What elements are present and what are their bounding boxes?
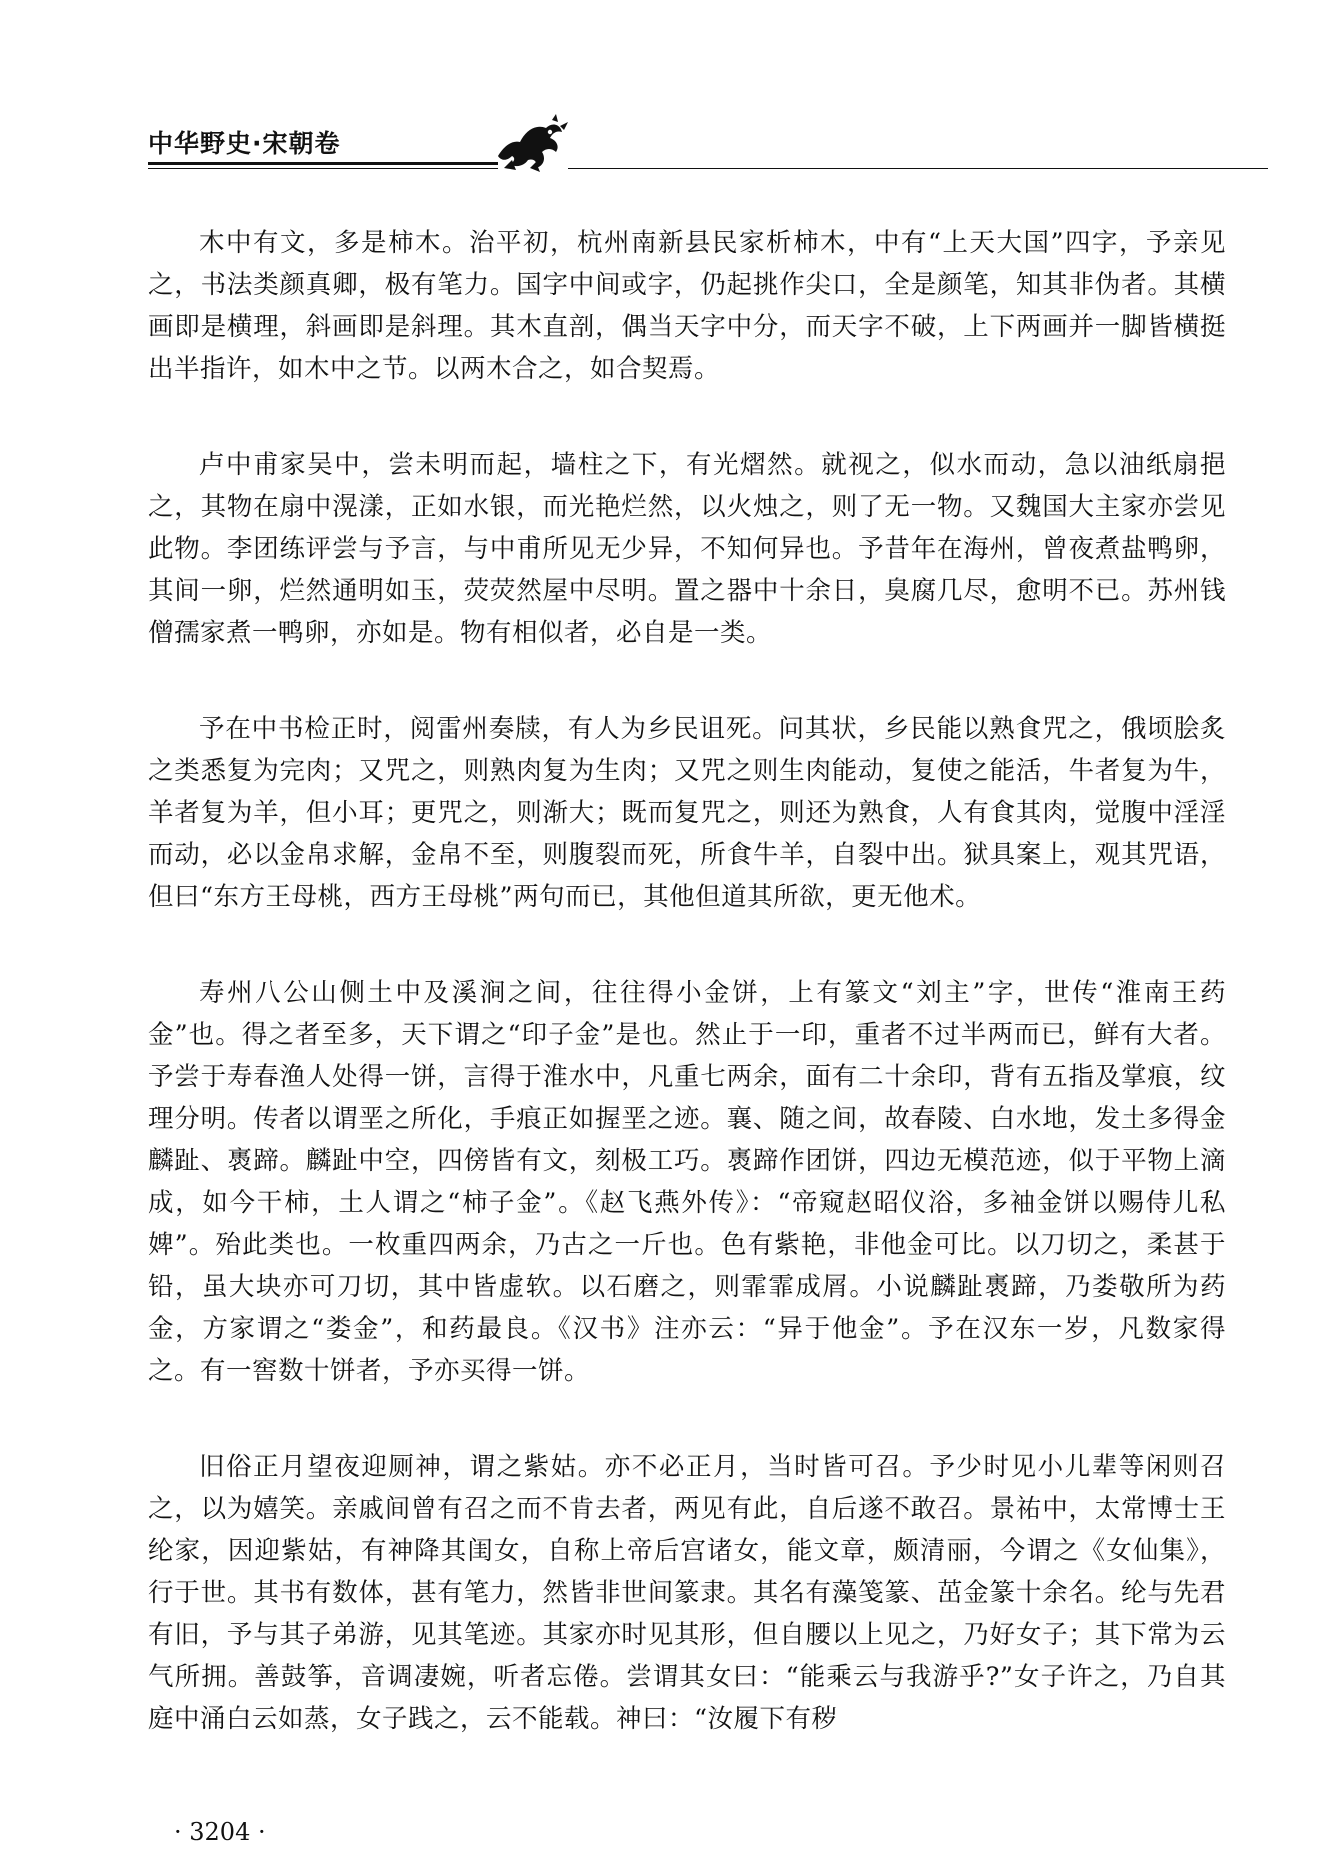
page-header <box>148 118 1238 178</box>
paragraph: 木中有文，多是柿木。治平初，杭州南新县民家析柿木，中有“上天大国”四字，予亲见之，书法类颜真卿，极有笔力。国字中间或字，仍起挑作尖口，全是颜笔，知其非伪者。其横画即是横理，斜画即是斜理。其木直剖，偶当天字中分，而天字不破，上下两画并一脚皆横挺出半指许，如木中之节。以两木合之，如合契焉。 <box>148 228 1226 384</box>
dragon-emblem-icon <box>490 110 570 176</box>
paragraph: 旧俗正月望夜迎厕神，谓之紫姑。亦不必正月，当时皆可召。予少时见小儿辈等闲则召之，以为嬉笑。亲戚间曾有召之而不肯去者，两见有此，自后遂不敢召。景祐中，太常博士王纶家，因迎紫姑，有神降其闺女，自称上帝后宫诸女，能文章，颇清丽，今谓之《女仙集》，行于世。其书有数体，甚有笔力，然皆非世间篆隶。其名有藻笺篆、茁金篆十余名。纶与先君有旧，予与其子弟游，见其笔迹。其家亦时见其形，但自腰以上见之，乃好女子；其下常为云气所拥。善鼓筝，音调凄婉，听者忘倦。尝谓其女曰：“能乘云与我游乎?”女子许之，乃自其庭中涌白云如蒸，女子践之，云不能载。神曰：“汝履下有秽 <box>148 1452 1226 1734</box>
book-title: 中华野史·宋朝卷 <box>148 129 341 158</box>
paragraph: 予在中书检正时，阅雷州奏牍，有人为乡民诅死。问其状，乡民能以熟食咒之，俄顷脍炙之类悉复为完肉；又咒之，则熟肉复为生肉；又咒之则生肉能动，复使之能活，牛者复为牛，羊者复为羊，但小耳；更咒之，则渐大；既而复咒之，则还为熟食，人有食其肉，觉腹中淫淫而动，必以金帛求解，金帛不至，则腹裂而死，所食牛羊，自裂中出。狱具案上，观其咒语，但曰“东方王母桃，西方王母桃”两句而已，其他但道其所欲，更无他术。 <box>148 714 1226 912</box>
paragraph: 寿州八公山侧土中及溪涧之间，往往得小金饼，上有篆文“刘主”字，世传“淮南王药金”也。得之者至多，天下谓之“印子金”是也。然止于一印，重者不过半两而已，鲜有大者。予尝于寿春渔人处得一饼，言得于淮水中，凡重七两余，面有二十余印，背有五指及掌痕，纹理分明。传者以谓垩之所化，手痕正如握垩之迹。襄、随之间，故春陵、白水地，发土多得金麟趾、褭蹄。麟趾中空，四傍皆有文，刻极工巧。褭蹄作团饼，四边无模范迹，似于平物上滴成，如今干柿，土人谓之“柿子金”。《赵飞燕外传》：“帝窥赵昭仪浴，多袖金饼以赐侍儿私婢”。殆此类也。一枚重四两余，乃古之一斤也。色有紫艳，非他金可比。以刀切之，柔甚于铅，虽大块亦可刀切，其中皆虚软。以石磨之，则霏霏成屑。小说麟趾褭蹄，乃娄敬所为药金，方家谓之“娄金”，和药最良。《汉书》注亦云：“异于他金”。予在汉东一岁，凡数家得之。有一窖数十饼者，予亦买得一饼。 <box>148 978 1226 1386</box>
paragraph: 卢中甫家吴中，尝未明而起，墙柱之下，有光熠然。就视之，似水而动，急以油纸扇挹之，其物在扇中滉漾，正如水银，而光艳烂然，以火烛之，则了无一物。又魏国大主家亦尝见此物。李团练评尝与予言，与中甫所见无少异，不知何异也。予昔年在海州，曾夜煮盐鸭卵，其间一卵，烂然通明如玉，荧荧然屋中尽明。置之器中十余日，臭腐几尽，愈明不已。苏州钱僧孺家煮一鸭卵，亦如是。物有相似者，必自是一类。 <box>148 450 1226 648</box>
header-thick-rule <box>148 162 498 165</box>
article-body <box>148 222 1226 1740</box>
header-thin-rule <box>148 168 498 169</box>
header-rule <box>568 168 1268 169</box>
page-number: · 3204 · <box>174 1818 266 1846</box>
